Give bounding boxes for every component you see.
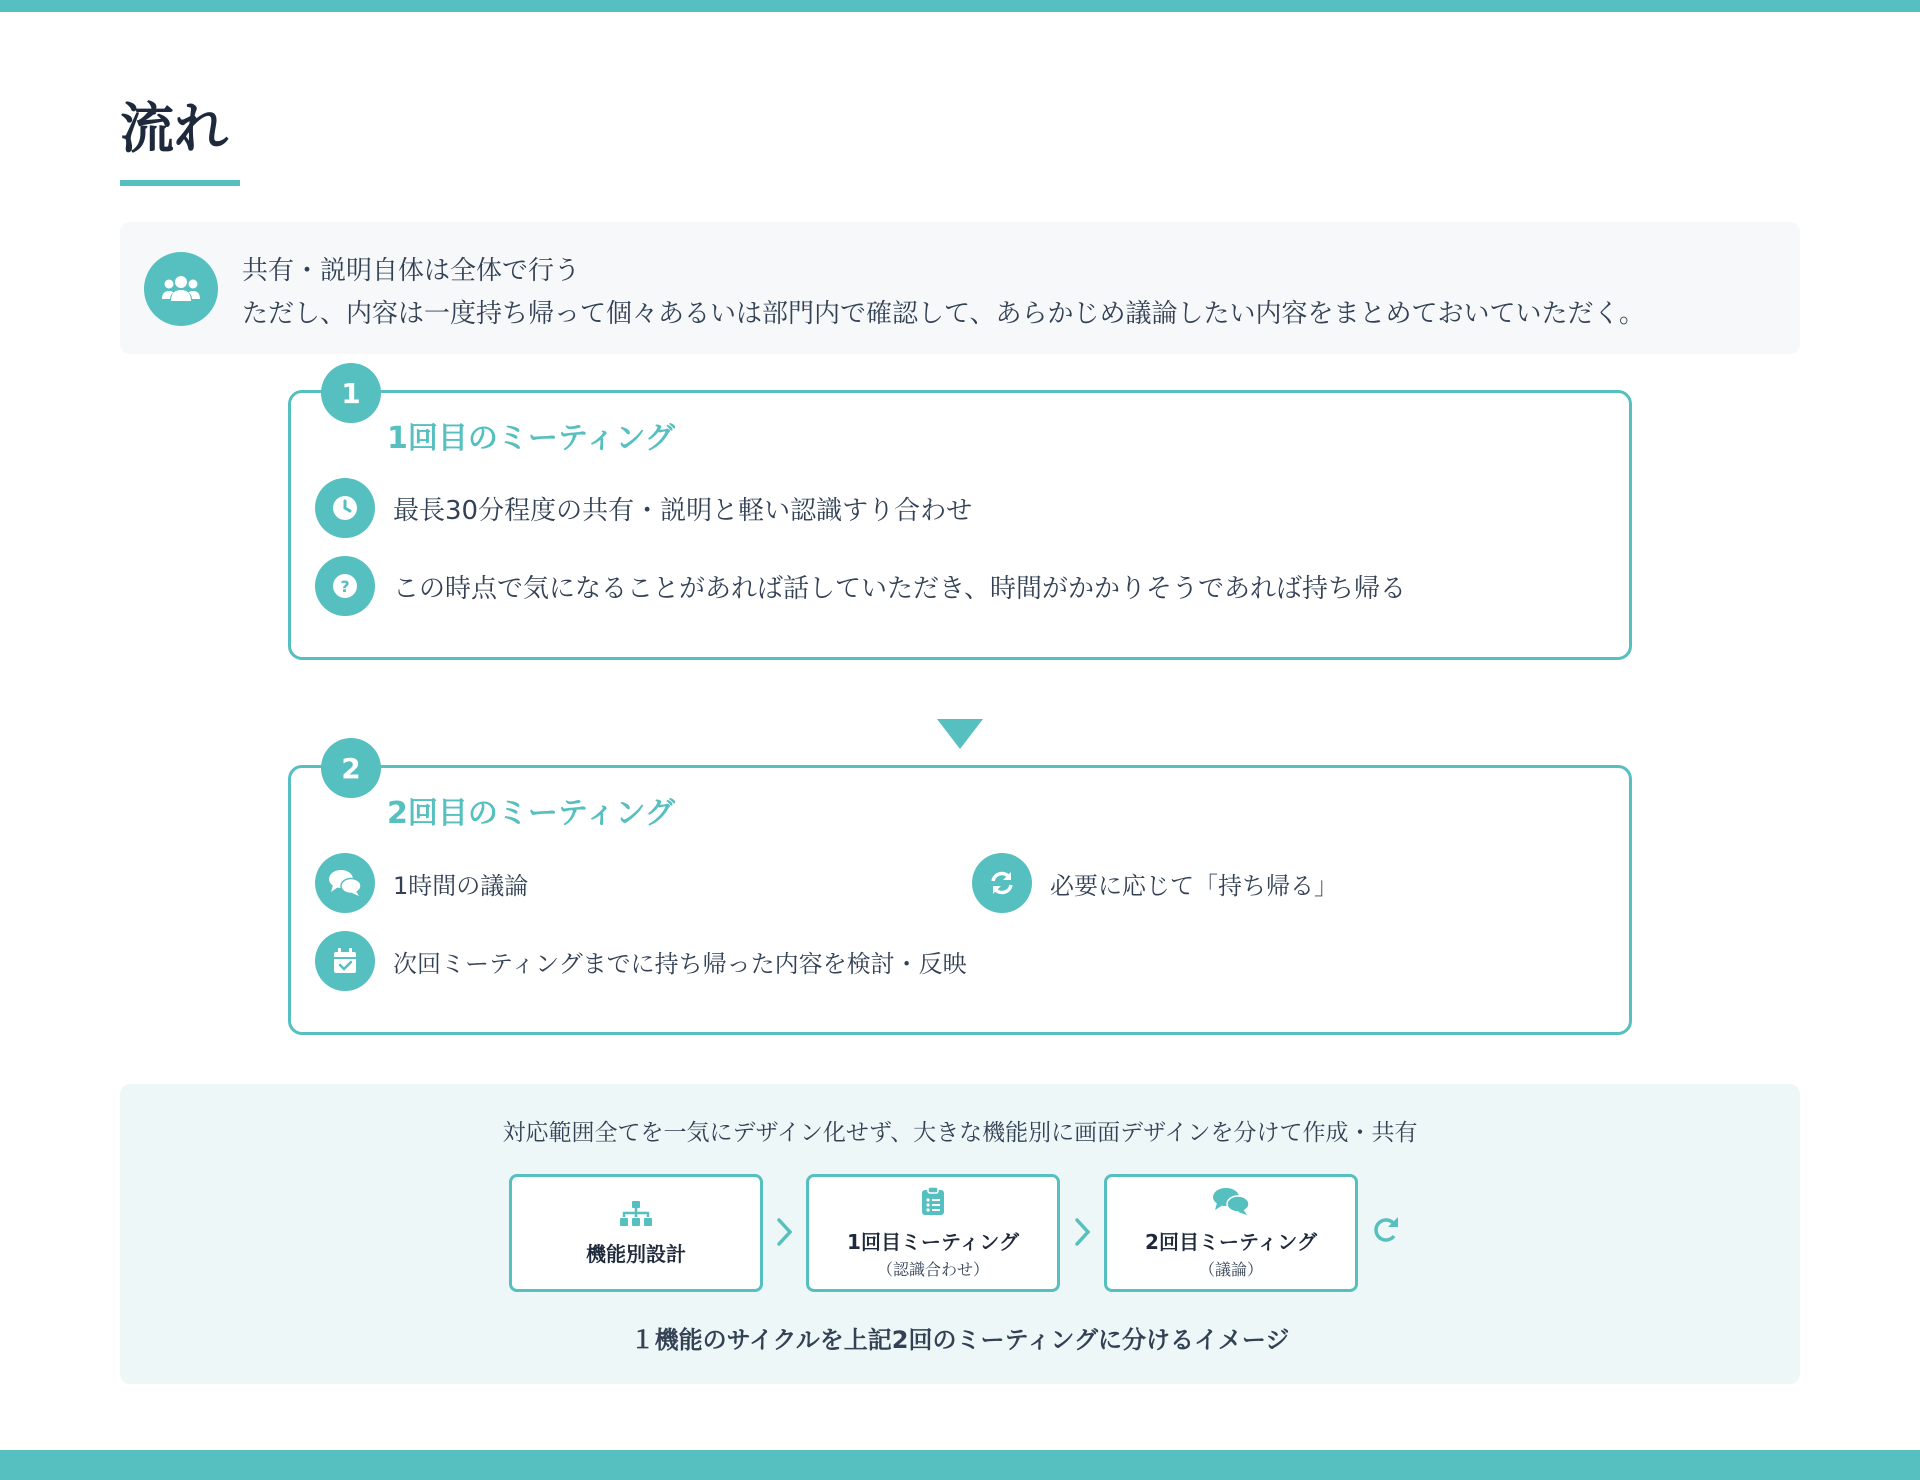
comments-icon (1211, 1186, 1251, 1220)
meeting-2-title: 2回目のミーティング (387, 796, 675, 831)
users-icon (144, 252, 218, 326)
meeting-2-item (972, 853, 1338, 913)
step-box-label: 機能別設計 (586, 1241, 686, 1266)
top-accent-bar (0, 0, 1920, 12)
intro-line-1: 共有・説明自体は全体で行う (242, 256, 581, 286)
meeting-2-item (315, 931, 967, 991)
meeting-2-item-text: 必要に応じて「持ち帰る」 (1050, 871, 1338, 900)
meeting-1-card (288, 376, 1632, 660)
summary-footer: １機能のサイクルを上記2回のミーティングに分けるイメージ (630, 1326, 1290, 1354)
question-icon (315, 556, 375, 616)
summary-heading: 対応範囲全てを一気にデザイン化せず、大きな機能別に画面デザインを分けて作成・共有 (502, 1120, 1418, 1146)
comments-icon (315, 853, 375, 913)
bottom-accent-bar (0, 1450, 1920, 1480)
step-box-label: 1回目ミーティング (847, 1230, 1019, 1254)
chevron-right-icon (775, 1216, 795, 1252)
step-number-2: 2 (321, 738, 381, 798)
meeting-2-item (315, 853, 528, 913)
step-box-meeting-2 (1104, 1174, 1358, 1292)
step-box-sublabel: （認識合わせ） (876, 1260, 989, 1279)
meeting-2-item-text: 次回ミーティングまでに持ち帰った内容を検討・反映 (393, 949, 967, 978)
calendar-check-icon (315, 931, 375, 991)
svg-text:?: ? (340, 577, 350, 596)
step-box-design (509, 1174, 763, 1292)
chevron-right-icon (1073, 1216, 1093, 1252)
step-number-1: 1 (321, 363, 381, 423)
intro-line-2: ただし、内容は一度持ち帰って個々あるいは部門内で確認して、あらかじめ議論したい内容をまとめておいていただく。 (242, 299, 1645, 329)
meeting-2-card (288, 751, 1632, 1035)
meeting-1-item-text: この時点で気になることがあれば話していただき、時間がかかりそうであれば持ち帰る (393, 573, 1406, 604)
sync-icon (972, 853, 1032, 913)
meeting-1-item-text: 最長30分程度の共有・説明と軽い認識すり合わせ (393, 495, 973, 526)
page-title: 流れ (120, 97, 228, 160)
sitemap-icon (619, 1200, 653, 1232)
step-box-sublabel: （議論） (1198, 1260, 1263, 1279)
clipboard-list-icon (921, 1186, 945, 1220)
meeting-1-item (315, 478, 972, 538)
meeting-1-item (315, 556, 1406, 616)
title-underline (120, 180, 240, 186)
step-box-label: 2回目ミーティング (1145, 1230, 1317, 1254)
meeting-2-item-text: 1時間の議論 (393, 871, 529, 900)
intro-panel (120, 222, 1800, 354)
clock-icon (315, 478, 375, 538)
meeting-1-title: 1回目のミーティング (387, 421, 675, 456)
down-arrow-icon (937, 719, 983, 749)
summary-panel (120, 1084, 1800, 1384)
redo-icon (1370, 1214, 1402, 1250)
step-box-meeting-1 (806, 1174, 1060, 1292)
intro-text (242, 250, 1645, 336)
